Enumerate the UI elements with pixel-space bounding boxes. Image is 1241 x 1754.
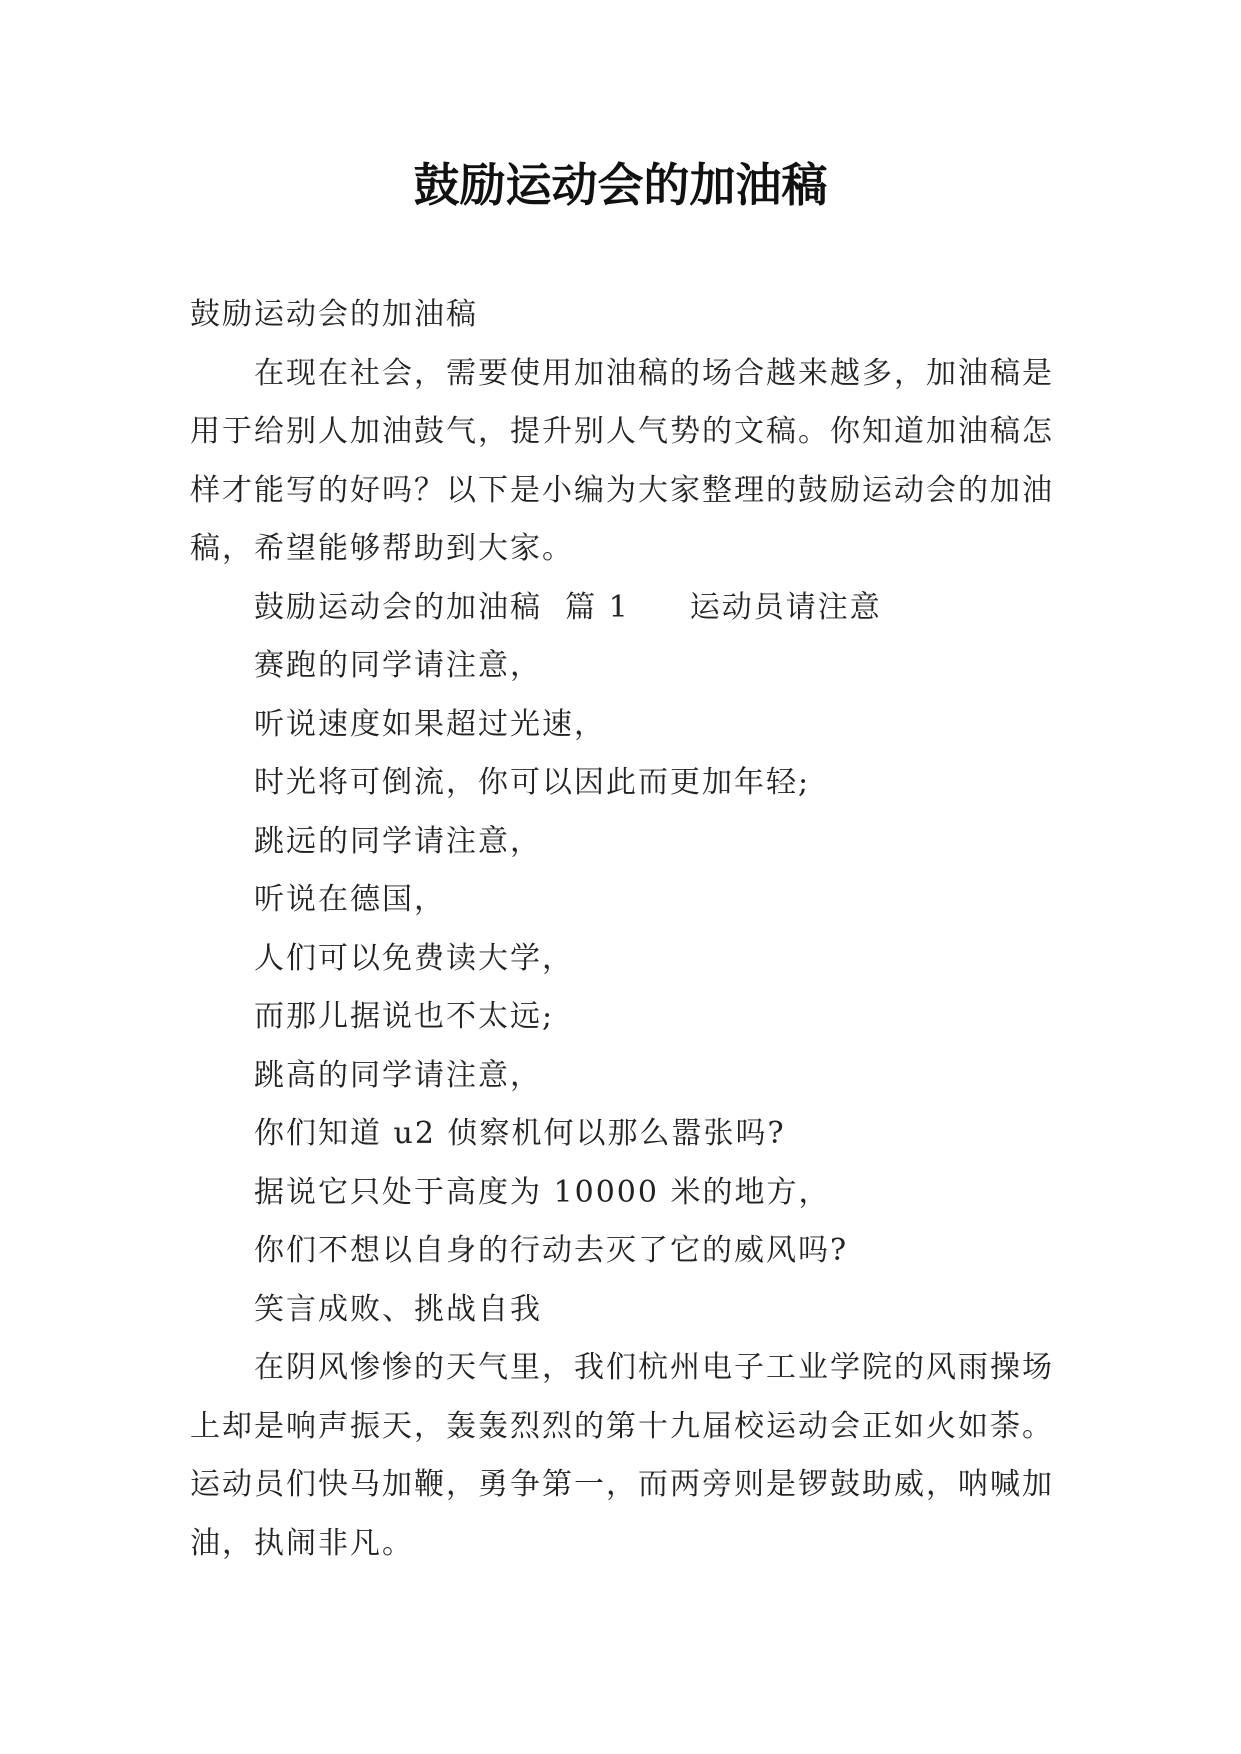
poem-line: 跳远的同学请注意， xyxy=(254,823,542,859)
document-subtitle: 鼓励运动会的加油稿 xyxy=(190,297,478,332)
poem-line: 跳高的同学请注意， xyxy=(254,1057,542,1093)
poem-line: 时光将可倒流，你可以因此而更加年轻; xyxy=(254,765,811,800)
section-title: 运动员请注意 xyxy=(689,589,882,625)
poem-line: 人们可以免费读大学， xyxy=(254,940,574,976)
poem-line: 听说速度如果超过光速， xyxy=(254,706,606,742)
poem-line: 赛跑的同学请注意， xyxy=(254,648,542,683)
poem-line: 你们不想以自身的行动去灭了它的威风吗? xyxy=(254,1233,849,1268)
poem-line: 你们知道 u2 侦察机何以那么嚣张吗? xyxy=(254,1116,786,1151)
document-title: 鼓励运动会的加油稿 xyxy=(413,158,828,212)
poem-line: 而那儿据说也不太远; xyxy=(254,999,555,1034)
poem-line: 笑言成败、挑战自我 xyxy=(254,1291,542,1327)
poem-line: 听说在德国， xyxy=(254,882,446,917)
section-heading: 鼓励运动会的加油稿 篇 1 xyxy=(254,589,630,625)
intro-paragraph: 在现在社会，需要使用加油稿的场合越来越多，加油稿是用于给别人加油鼓气，提升别人气势的文稿。你知道加油稿怎样才能写的好吗？以下是小编为大家整理的鼓励运动会的加油稿，希望能够帮助到大家。 xyxy=(190,355,1054,566)
document-body xyxy=(190,286,1056,1573)
poem-line: 据说它只处于高度为 10000 米的地方， xyxy=(254,1174,831,1210)
section-heading-line xyxy=(190,579,1056,638)
closing-paragraph: 在阴风惨惨的天气里，我们杭州电子工业学院的风雨操场上却是响声振天，轰轰烈烈的第十九届校运动会正如火如荼。运动员们快马加鞭，勇争第一，而两旁则是锣鼓助威，呐喊加油，执闹非凡。 xyxy=(190,1350,1054,1561)
